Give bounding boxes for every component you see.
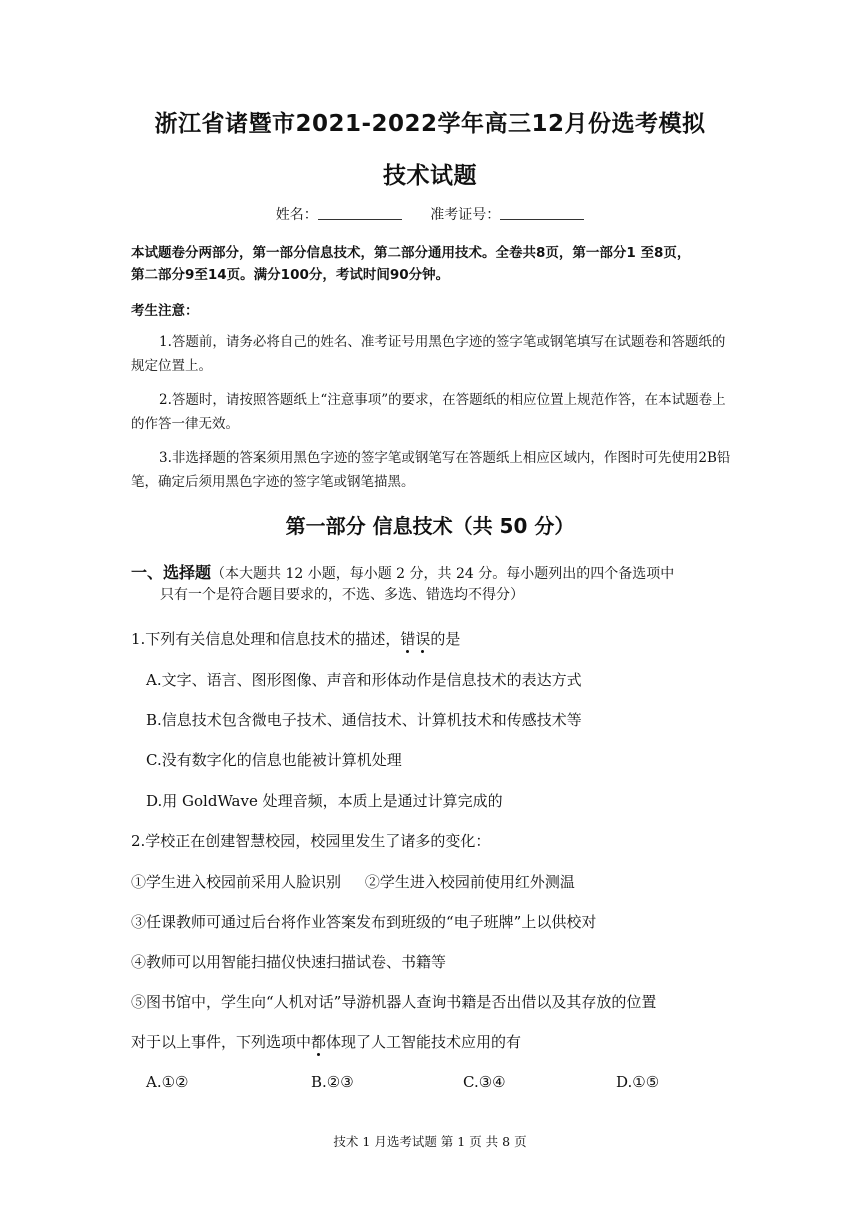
intro-line-1: 本试题卷分两部分，第一部分信息技术，第二部分通用技术。全卷共8页，第一部分1 至8页， [131,245,691,261]
part1-label: 一、选择题 [131,563,212,582]
ticket-label: 准考证号： [430,207,501,223]
page-footer: 技术 1 月选考试题 第 1 页 共 8 页 [333,1134,527,1149]
q2-item-1-2: ①学生进入校园前采用人脸识别 ②学生进入校园前使用红外测温 [131,873,575,891]
part1-desc-2: 只有一个是符合题目要求的，不选、多选、错选均不得分） [160,587,524,603]
q1-option-b: B.信息技术包含微电子技术、通信技术、计算机技术和传感技术等 [146,711,582,729]
q2-option-a: A.①② [146,1073,189,1091]
q1-stem-post: 的是 [430,630,461,648]
q1-emphasis-1: 错 [400,630,416,648]
section-title: 第一部分 信息技术（共 50 分） [285,514,575,538]
q2-option-d: D.①⑤ [616,1073,660,1091]
q2-ask-post: 体现了人工智能技术应用的有 [326,1033,522,1051]
q1-option-d: D.用 GoldWave 处理音频，本质上是通过计算完成的 [146,792,503,810]
part1-desc-1: （本大题共 12 小题，每小题 2 分，共 24 分。每小题列出的四个备选项中 [211,566,675,582]
notice-3: 3.非选择题的答案须用黑色字迹的签字笔或钢笔写在答题纸上相应区域内，作图时可先使用2B铅笔，确定后须用黑色字迹的签字笔或钢笔描黑。 [131,450,731,490]
q1-option-c: C.没有数字化的信息也能被计算机处理 [146,751,402,769]
intro-line-2: 第二部分9至14页。满分100分，考试时间90分钟。 [131,267,450,283]
part1-heading [131,560,674,583]
ticket-blank [500,207,584,220]
name-blank [318,207,402,220]
q2-stem: 2.学校正在创建智慧校园，校园里发生了诸多的变化： [131,832,491,850]
exam-title: 浙江省诸暨市2021-2022学年高三12月份选考模拟 [154,111,706,137]
q2-item-3: ③任课教师可通过后台将作业答案发布到班级的“电子班牌”上以供校对 [131,913,597,931]
q1-stem-pre: 1.下列有关信息处理和信息技术的描述， [131,630,401,648]
q2-ask-emphasis: 都 [311,1033,327,1051]
exam-subtitle: 技术试题 [383,163,477,189]
q1-emphasis-2: 误 [415,630,431,648]
q2-ask [131,1031,521,1052]
q2-item-5: ⑤图书馆中，学生向“人机对话”导游机器人查询书籍是否出借以及其存放的位置 [131,993,657,1011]
notice-2: 2.答题时，请按照答题纸上“注意事项”的要求，在答题纸的相应位置上规范作答，在本试题卷上的作答一律无效。 [131,392,726,432]
q1-option-a: A.文字、语言、图形图像、声音和形体动作是信息技术的表达方式 [146,671,582,689]
name-label: 姓名： [275,207,318,223]
q1-stem [131,628,460,649]
q2-option-c: C.③④ [463,1073,506,1091]
q2-ask-pre: 对于以上事件，下列选项中 [131,1033,312,1051]
candidate-info-line [0,204,860,224]
notice-title: 考生注意： [131,303,199,319]
notice-1: 1.答题前，请务必将自己的姓名、准考证号用黑色字迹的签字笔或钢笔填写在试题卷和答题纸的规定位置上。 [131,334,726,374]
q2-option-b: B.②③ [311,1073,354,1091]
q2-item-4: ④教师可以用智能扫描仪快速扫描试卷、书籍等 [131,953,447,971]
